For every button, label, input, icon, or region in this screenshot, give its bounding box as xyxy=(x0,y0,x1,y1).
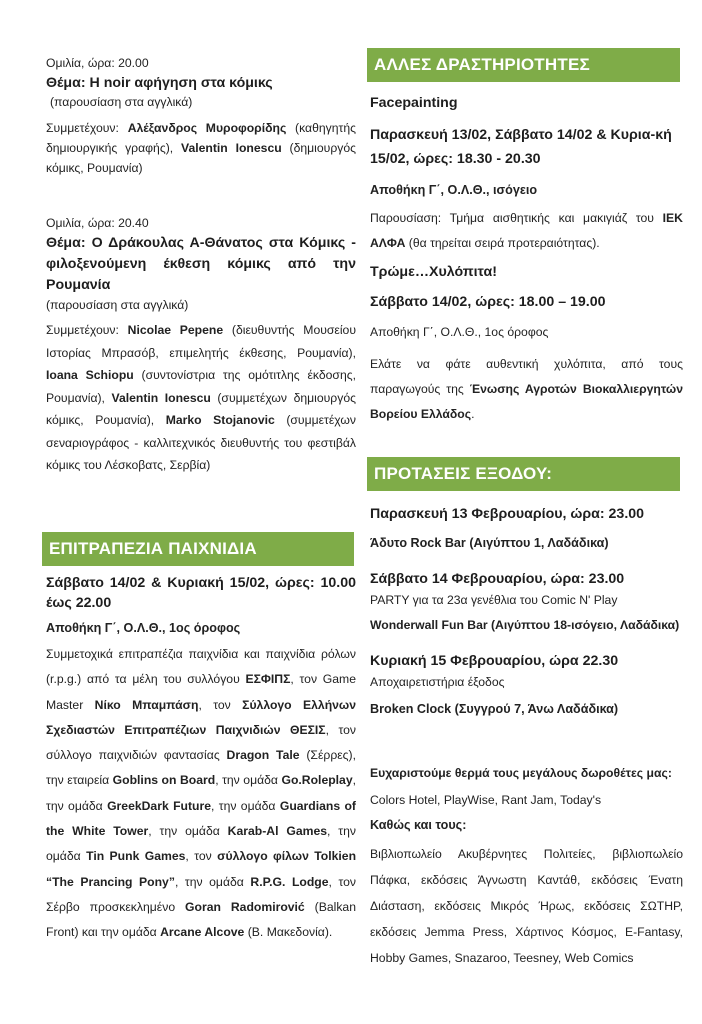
org-name: σύλλογο φίλων Tolkien “The Prancing Pony” xyxy=(46,849,357,889)
participant-desc: (συμμετέχων σεναριογράφος - καλλιτεχνικός διευθυντής του φεστιβάλ κόμικς του Λέσκοβατς, Σερβία) xyxy=(46,413,356,472)
participant-name: Valentin Ionescu xyxy=(181,141,282,155)
org-name: Dragon Tale xyxy=(226,748,300,763)
participant-desc: (συμμετέχων δημιουργός κόμικς, Ρουμανία), xyxy=(46,390,356,427)
org-name: ΕΣΦΙΠΣ xyxy=(245,672,291,687)
boardgames xyxy=(46,573,356,946)
text: Συμμετοχικά επιτραπέζια παιχνίδια και παιχνίδια ρόλων (r.p.g.) από τα μέλη του συλλόγου xyxy=(46,647,356,687)
thanks-also-list: Βιβλιοπωλείο Ακυβέρνητες Πολιτείες, βιβλιοπωλείο Πάφκα, εκδόσεις Άγνωστη Καντάθ, εκδόσεις Ένατη Διάσταση, εκδόσεις Μικρός Ήρως, εκδόσεις ΣΩΤΗΡ, εκδόσεις Jemma Press, Χάρτινος Κόσμος, E-Fantasy, Hobby Games, Snazaroo, Teesney, Web Comics xyxy=(370,847,683,965)
other-activities xyxy=(370,93,683,427)
outing2-desc: PARTY για τα 23α γενέθλια του Comic N' Play xyxy=(370,593,618,607)
talk1-participants xyxy=(46,118,356,178)
text: , τον Σέρβο προσκεκλημένο xyxy=(46,874,356,914)
outing3-date: Κυριακή 15 Φεβρουαρίου, ώρα 22.30 xyxy=(370,653,619,669)
text: , την ομάδα xyxy=(46,773,356,813)
participants-label: Συμμετέχουν: xyxy=(46,121,128,135)
outings xyxy=(370,504,683,719)
text: , την ομάδα xyxy=(211,798,280,813)
text: , τον Game Master xyxy=(46,672,356,712)
text: , τον xyxy=(198,697,243,712)
participant-desc: (συντονίστρια της ομότιτλης έκδοσης, Ρουμανία), xyxy=(46,368,356,405)
section-header-outings: ΠΡΟΤΑΣΕΙΣ ΕΞΟΔΟΥ: xyxy=(367,457,680,491)
outing1-date: Παρασκευή 13 Φεβρουαρίου, ώρα: 23.00 xyxy=(370,506,645,522)
pie-venue: Αποθήκη Γ΄, Ο.Λ.Θ., 1ος όροφος xyxy=(370,325,549,339)
thanks-title: Ευχαριστούμε θερμά τους μεγάλους δωροθέτες μας: xyxy=(370,766,672,780)
talk2-time: Ομιλία, ώρα: 20.40 xyxy=(46,216,149,230)
facepainting-venue: Αποθήκη Γ΄, Ο.Λ.Θ., ισόγειο xyxy=(370,183,538,197)
org-name: Σύλλογο Ελλήνων Σχεδιαστών Επιτραπέζιων Παιχνιδιών ΘΕΣΙΣ xyxy=(46,697,356,737)
talk1-note: (παρουσίαση στα αγγλικά) xyxy=(50,95,193,109)
talk1 xyxy=(46,54,356,178)
outing1-place: Άδυτο Rock Bar (Αιγύπτου 1, Λαδάδικα) xyxy=(370,536,609,550)
thanks xyxy=(370,764,683,971)
participant-name: Αλέξανδρος Μυροφορίδης xyxy=(127,121,287,135)
participant-desc: (δημιουργός κόμικς, Ρουμανία) xyxy=(46,141,357,175)
talk1-theme: Θέμα: Η noir αφήγηση στα κόμικς xyxy=(46,75,273,91)
org-name: R.P.G. Lodge xyxy=(250,874,329,889)
pie-desc xyxy=(370,352,683,427)
participant-name: Marko Stojanovic xyxy=(165,413,275,427)
section-header-boardgames: ΕΠΙΤΡΑΠΕΖΙΑ ΠΑΙΧΝΙΔΙΑ xyxy=(42,532,354,566)
facepainting-desc xyxy=(370,206,683,256)
org-name: GreekDark Future xyxy=(107,798,212,813)
text: , την ομάδα xyxy=(148,824,228,839)
section-header-other: ΑΛΛΕΣ ΔΡΑΣΤΗΡΙΟΤΗΤΕΣ xyxy=(367,48,680,82)
org-name: Go.Roleplay xyxy=(281,773,353,788)
text: (Balkan Front) και την ομάδα xyxy=(46,899,356,940)
outing3-place: Broken Clock (Συγγρού 7, Άνω Λαδάδικα) xyxy=(370,702,619,716)
text: Παρουσίαση: Τμήμα αισθητικής και μακιγιάζ του xyxy=(370,211,663,225)
talk2-theme: Θέμα: Ο Δράκουλας Α-Θάνατος στα Κόμικς - φιλοξενούμενη έκθεση κόμικς από την Ρουμανία xyxy=(46,235,356,293)
participant-desc: (καθηγητής δημιουργικής γραφής), xyxy=(46,121,356,155)
talk2 xyxy=(46,214,356,477)
thanks-also-title: Καθώς και τους: xyxy=(370,818,467,832)
text: , την ομάδα xyxy=(174,874,251,889)
outing2-place: Wonderwall Fun Bar (Αιγύπτου 18-ισόγειο, Λαδάδικα) xyxy=(370,618,680,632)
org-name: ΙΕΚ ΑΛΦΑ xyxy=(370,211,683,250)
org-name: Karab-Al Games xyxy=(227,824,328,839)
outing2-date: Σάββατο 14 Φεβρουαρίου, ώρα: 23.00 xyxy=(370,571,625,587)
participant-desc: (διευθυντής Μουσείου Ιστορίας Μπρασόβ, επιμελητής έκθεσης, Ρουμανία), xyxy=(46,323,356,360)
org-name: Arcane Alcove xyxy=(160,925,245,940)
boardgames-venue: Αποθήκη Γ΄, Ο.Λ.Θ., 1ος όροφος xyxy=(46,621,241,635)
text: (θα τηρείται σειρά προτεραιότητας). xyxy=(405,236,600,250)
org-name: Ένωσης Αγροτών Βιοκαλλιεργητών Βορείου Ελλάδος xyxy=(370,382,683,421)
talk2-note: (παρουσίαση στα αγγλικά) xyxy=(46,298,189,312)
boardgames-date: Σάββατο 14/02 & Κυριακή 15/02, ώρες: 10.00 έως 22.00 xyxy=(46,575,356,611)
org-name: Νίκο Μπαμπάση xyxy=(94,697,199,712)
text: , την ομάδα xyxy=(215,773,282,788)
text: (Β. Μακεδονία). xyxy=(244,925,333,940)
thanks-sponsors: Colors Hotel, PlayWise, Rant Jam, Today's xyxy=(370,793,602,807)
org-name: Tin Punk Games xyxy=(86,849,186,864)
facepainting-title: Facepainting xyxy=(370,95,458,111)
facepainting-date: Παρασκευή 13/02, Σάββατο 14/02 & Κυρια-κή 15/02, ώρες: 18.30 - 20.30 xyxy=(370,127,672,167)
org-name: Goblins on Board xyxy=(112,773,216,788)
participant-name: Ioana Schiopu xyxy=(46,368,134,382)
text: Ελάτε να φάτε αυθεντική χυλόπιτα, από τους παραγωγούς της xyxy=(370,357,683,396)
participant-name: Valentin Ionescu xyxy=(111,390,211,405)
pie-title: Τρώμε…Χυλόπιτα! xyxy=(370,264,497,280)
outing3-desc: Αποχαιρετιστήρια έξοδος xyxy=(370,675,505,689)
text: . xyxy=(471,407,475,421)
talk2-participants xyxy=(46,319,356,477)
boardgames-description xyxy=(46,642,356,946)
talk1-time: Ομιλία, ώρα: 20.00 xyxy=(46,56,149,70)
participants-label: Συμμετέχουν: xyxy=(46,323,128,337)
text: , τον xyxy=(185,849,218,864)
participant-name: Nicolae Pepene xyxy=(127,323,224,337)
text: (Σέρρες), την εταιρεία xyxy=(46,748,356,788)
pie-date: Σάββατο 14/02, ώρες: 18.00 – 19.00 xyxy=(370,294,606,310)
text: , την ομάδα xyxy=(46,824,356,864)
org-name: Goran Radomirović xyxy=(185,899,305,914)
text: , τον σύλλογο παιχνιδιών φαντασίας xyxy=(46,722,356,763)
org-name: Guardians of the White Tower xyxy=(46,798,356,839)
